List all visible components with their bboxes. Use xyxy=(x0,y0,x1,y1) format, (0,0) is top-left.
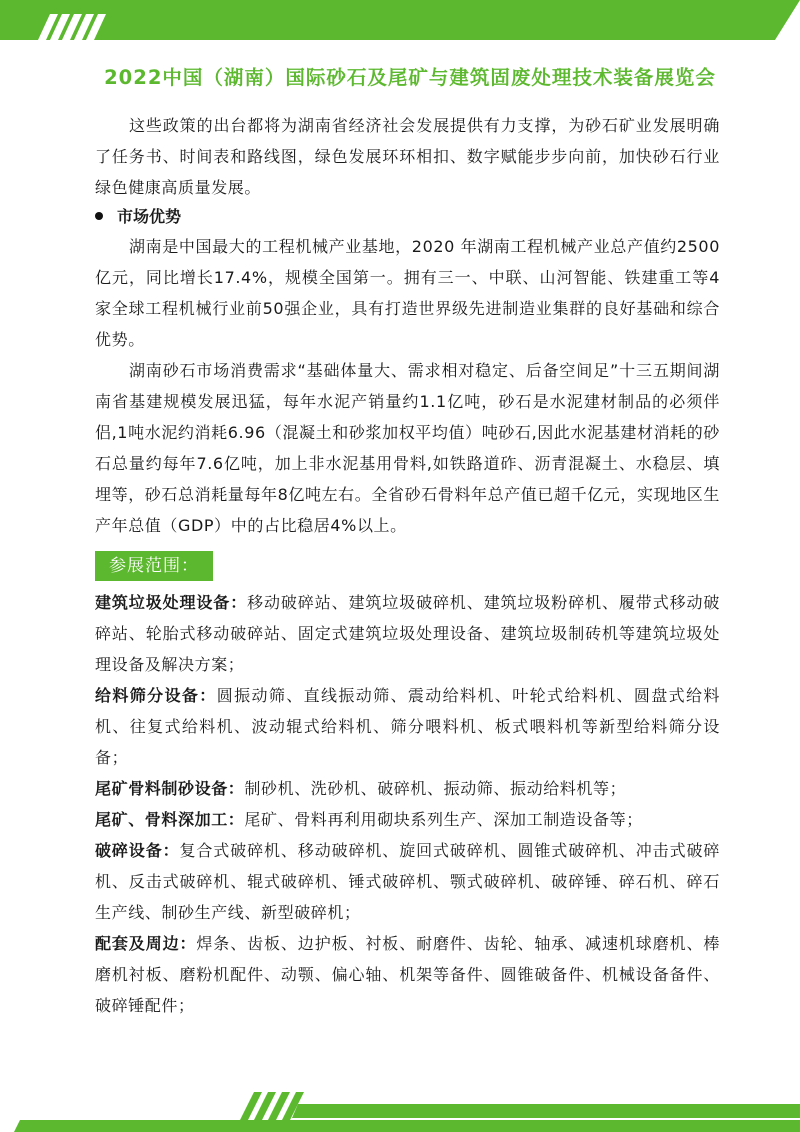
scope-tag-row xyxy=(95,551,720,581)
header-title: 2022中国（湖南）国际砂石及尾矿与建筑固废处理技术装备展览会 xyxy=(104,66,716,89)
scope-item-head: 破碎设备： xyxy=(95,841,180,860)
top-decor-band xyxy=(0,0,800,40)
market-heading xyxy=(95,203,720,231)
scope-item-text: 尾矿、骨料再利用砌块系列生产、深加工制造设备等； xyxy=(244,810,643,829)
bottom-green-bar xyxy=(14,1120,800,1132)
scope-item xyxy=(95,773,720,804)
scope-item-head: 建筑垃圾处理设备： xyxy=(95,593,248,612)
scope-item-text: 移动破碎站、建筑垃圾破碎机、建筑垃圾粉碎机、履带式移动破碎站、轮胎式移动破碎站、固定式建筑垃圾处理设备、建筑垃圾制砖机等建筑垃圾处理设备及解决方案； xyxy=(95,593,720,674)
scope-item-text: 焊条、齿板、边护板、衬板、耐磨件、齿轮、轴承、减速机球磨机、棒磨机衬板、磨粉机配件、动颚、偏心轴、机架等备件、圆锥破备件、机械设备备件、破碎锤配件； xyxy=(95,934,720,1015)
scope-item xyxy=(95,680,720,773)
bullet-icon xyxy=(95,212,103,220)
scope-item xyxy=(95,835,720,928)
market-paragraph-1: 湖南是中国最大的工程机械产业基地，2020 年湖南工程机械产业总产值约2500 亿元，同比增长17.4%，规模全国第一。拥有三一、中联、山河智能、铁建重工等4家全球工程机械行业前50强企业，具有打造世界级先进制造业集群的良好基础和综合优势。 xyxy=(95,237,720,349)
scope-item-text: 制砂机、洗砂机、破碎机、振动筛、振动给料机等； xyxy=(244,779,627,798)
scope-item xyxy=(95,587,720,680)
scope-item-text: 复合式破碎机、移动破碎机、旋回式破碎机、圆锥式破碎机、冲击式破碎机、反击式破碎机、辊式破碎机、锤式破碎机、颚式破碎机、破碎锤、碎石机、碎石生产线、制砂生产线、新型破碎机； xyxy=(95,841,720,922)
top-green-bar xyxy=(0,0,800,40)
market-heading-text: 市场优势 xyxy=(117,207,182,226)
scope-item xyxy=(95,928,720,1021)
bottom-decor-band xyxy=(0,1092,800,1132)
scope-tag: 参展范围： xyxy=(95,551,213,581)
scope-item-head: 给料筛分设备： xyxy=(95,686,217,705)
scope-item xyxy=(95,804,720,835)
market-paragraph-2: 湖南砂石市场消费需求“基础体量大、需求相对稳定、后备空间足”十三五期间湖南省基建规模发展迅猛，每年水泥产销量约1.1亿吨，砂石是水泥建材制品的必须伴侣,1吨水泥约消耗6.96（混凝土和砂浆加权平均值）吨砂石,因此水泥基建材消耗的砂石总量约每年7.6亿吨，加上非水泥基用骨料,如铁路道砟、沥青混凝土、水稳层、填埋等，砂石总消耗量每年8亿吨左右。全省砂石骨料年总产值已超千亿元，实现地区生产年总值（GDP）中的占比稳居4%以上。 xyxy=(95,361,720,535)
scope-item-text: 圆振动筛、直线振动筛、震动给料机、叶轮式给料机、圆盘式给料机、往复式给料机、波动辊式给料机、筛分喂料机、板式喂料机等新型给料筛分设备； xyxy=(95,686,721,767)
bottom-dark-bar xyxy=(292,1104,800,1118)
scope-item-head: 配套及周边： xyxy=(95,934,197,953)
policy-paragraph: 这些政策的出台都将为湖南省经济社会发展提供有力支撑，为砂石矿业发展明确了任务书、时间表和路线图，绿色发展环环相扣、数字赋能步步向前，加快砂石行业绿色健康高质量发展。 xyxy=(95,116,720,197)
main-content xyxy=(95,110,720,1021)
scope-item-head: 尾矿、骨料深加工： xyxy=(95,810,245,829)
scope-item-head: 尾矿骨料制砂设备： xyxy=(95,779,245,798)
